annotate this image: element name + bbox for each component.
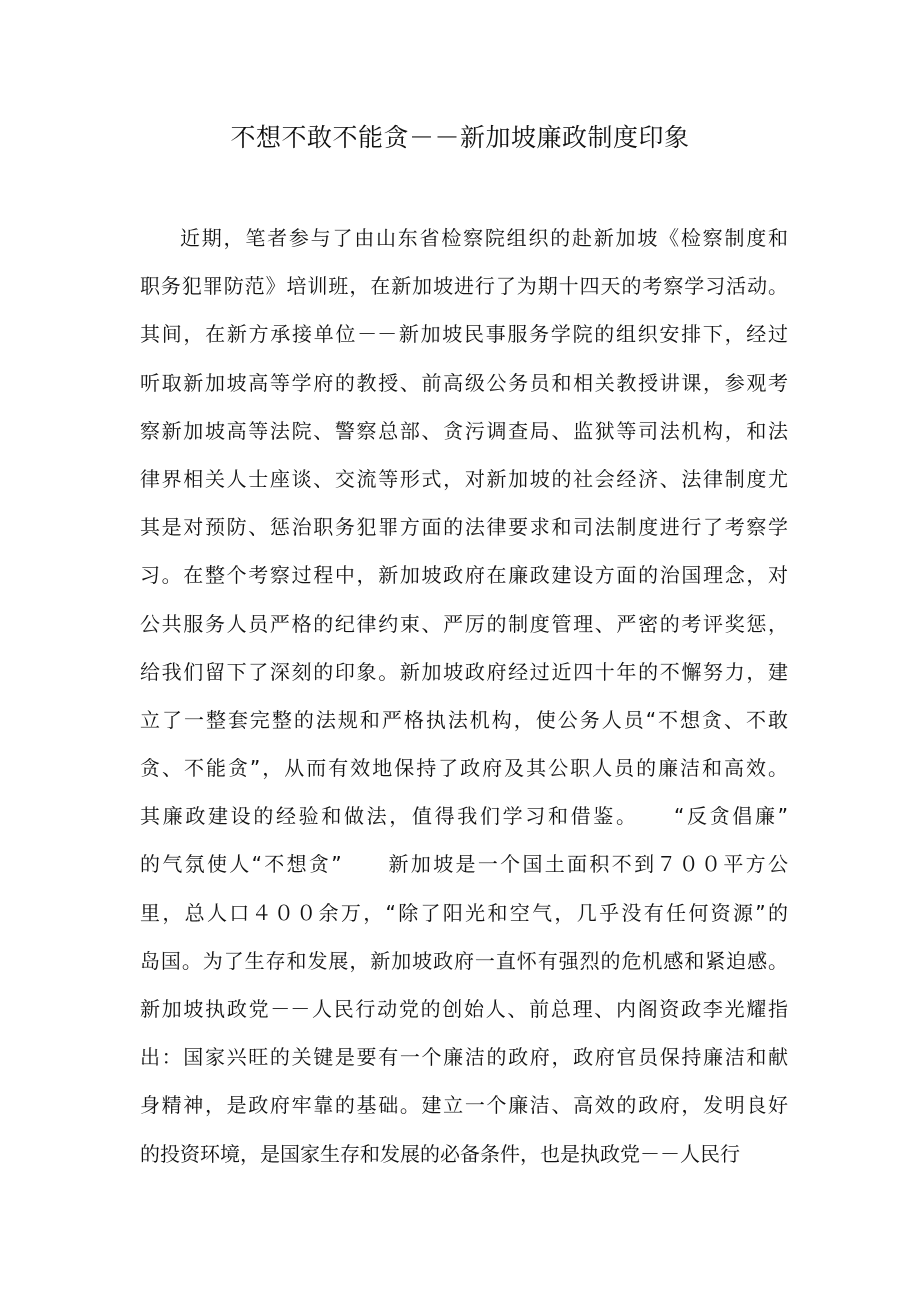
body-line: 贪、不能贪”，从而有效地保持了政府及其公职人员的廉洁和高效。 <box>140 756 788 781</box>
body-line: 其间，在新方承接单位－－新加坡民事服务学院的组织安排下，经过 <box>140 322 788 347</box>
body-line: 的投资环境，是国家生存和发展的必备条件，也是执政党－－人民行 <box>140 1141 740 1166</box>
body-line: 出：国家兴旺的关键是要有一个廉洁的政府，政府官员保持廉洁和献 <box>140 1045 788 1070</box>
document-title: 不想不敢不能贪－－新加坡廉政制度印象 <box>230 123 690 152</box>
body-line: 其是对预防、惩治职务犯罪方面的法律要求和司法制度进行了考察学 <box>140 515 788 540</box>
body-line: 职务犯罪防范》培训班，在新加坡进行了为期十四天的考察学习活动。 <box>140 274 788 299</box>
body-line: 公共服务人员严格的纪律约束、严厉的制度管理、严密的考评奖惩， <box>140 611 788 636</box>
body-line: 身精神，是政府牢靠的基础。建立一个廉洁、高效的政府，发明良好 <box>140 1093 788 1118</box>
body-line: 新加坡执政党－－人民行动党的创始人、前总理、内阁资政李光耀指 <box>140 997 788 1021</box>
body-line: 其廉政建设的经验和做法，值得我们学习和借鉴。 “反贪倡廉” <box>140 804 788 829</box>
body-line: 习。在整个考察过程中，新加坡政府在廉政建设方面的治国理念，对 <box>140 563 788 588</box>
body-line: 察新加坡高等法院、警察总部、贪污调查局、监狱等司法机构，和法 <box>140 418 788 443</box>
body-line: 的气氛使人“不想贪” 新加坡是一个国土面积不到７００平方公 <box>140 852 788 877</box>
body-line: 近期，笔者参与了由山东省检察院组织的赴新加坡《检察制度和 <box>180 226 788 250</box>
body-line: 里，总人口４００余万，“除了阳光和空气，几乎没有任何资源”的 <box>140 900 788 925</box>
body-line: 给我们留下了深刻的印象。新加坡政府经过近四十年的不懈努力，建 <box>140 659 788 684</box>
body-line: 立了一整套完整的法规和严格执法机构，使公务人员“不想贪、不敢 <box>140 707 788 732</box>
document-body <box>140 214 788 1178</box>
body-line: 律界相关人士座谈、交流等形式，对新加坡的社会经济、法律制度尤 <box>140 466 788 491</box>
body-line: 听取新加坡高等学府的教授、前高级公务员和相关教授讲课，参观考 <box>140 370 788 395</box>
body-line: 岛国。为了生存和发展，新加坡政府一直怀有强烈的危机感和紧迫感。 <box>140 948 788 973</box>
